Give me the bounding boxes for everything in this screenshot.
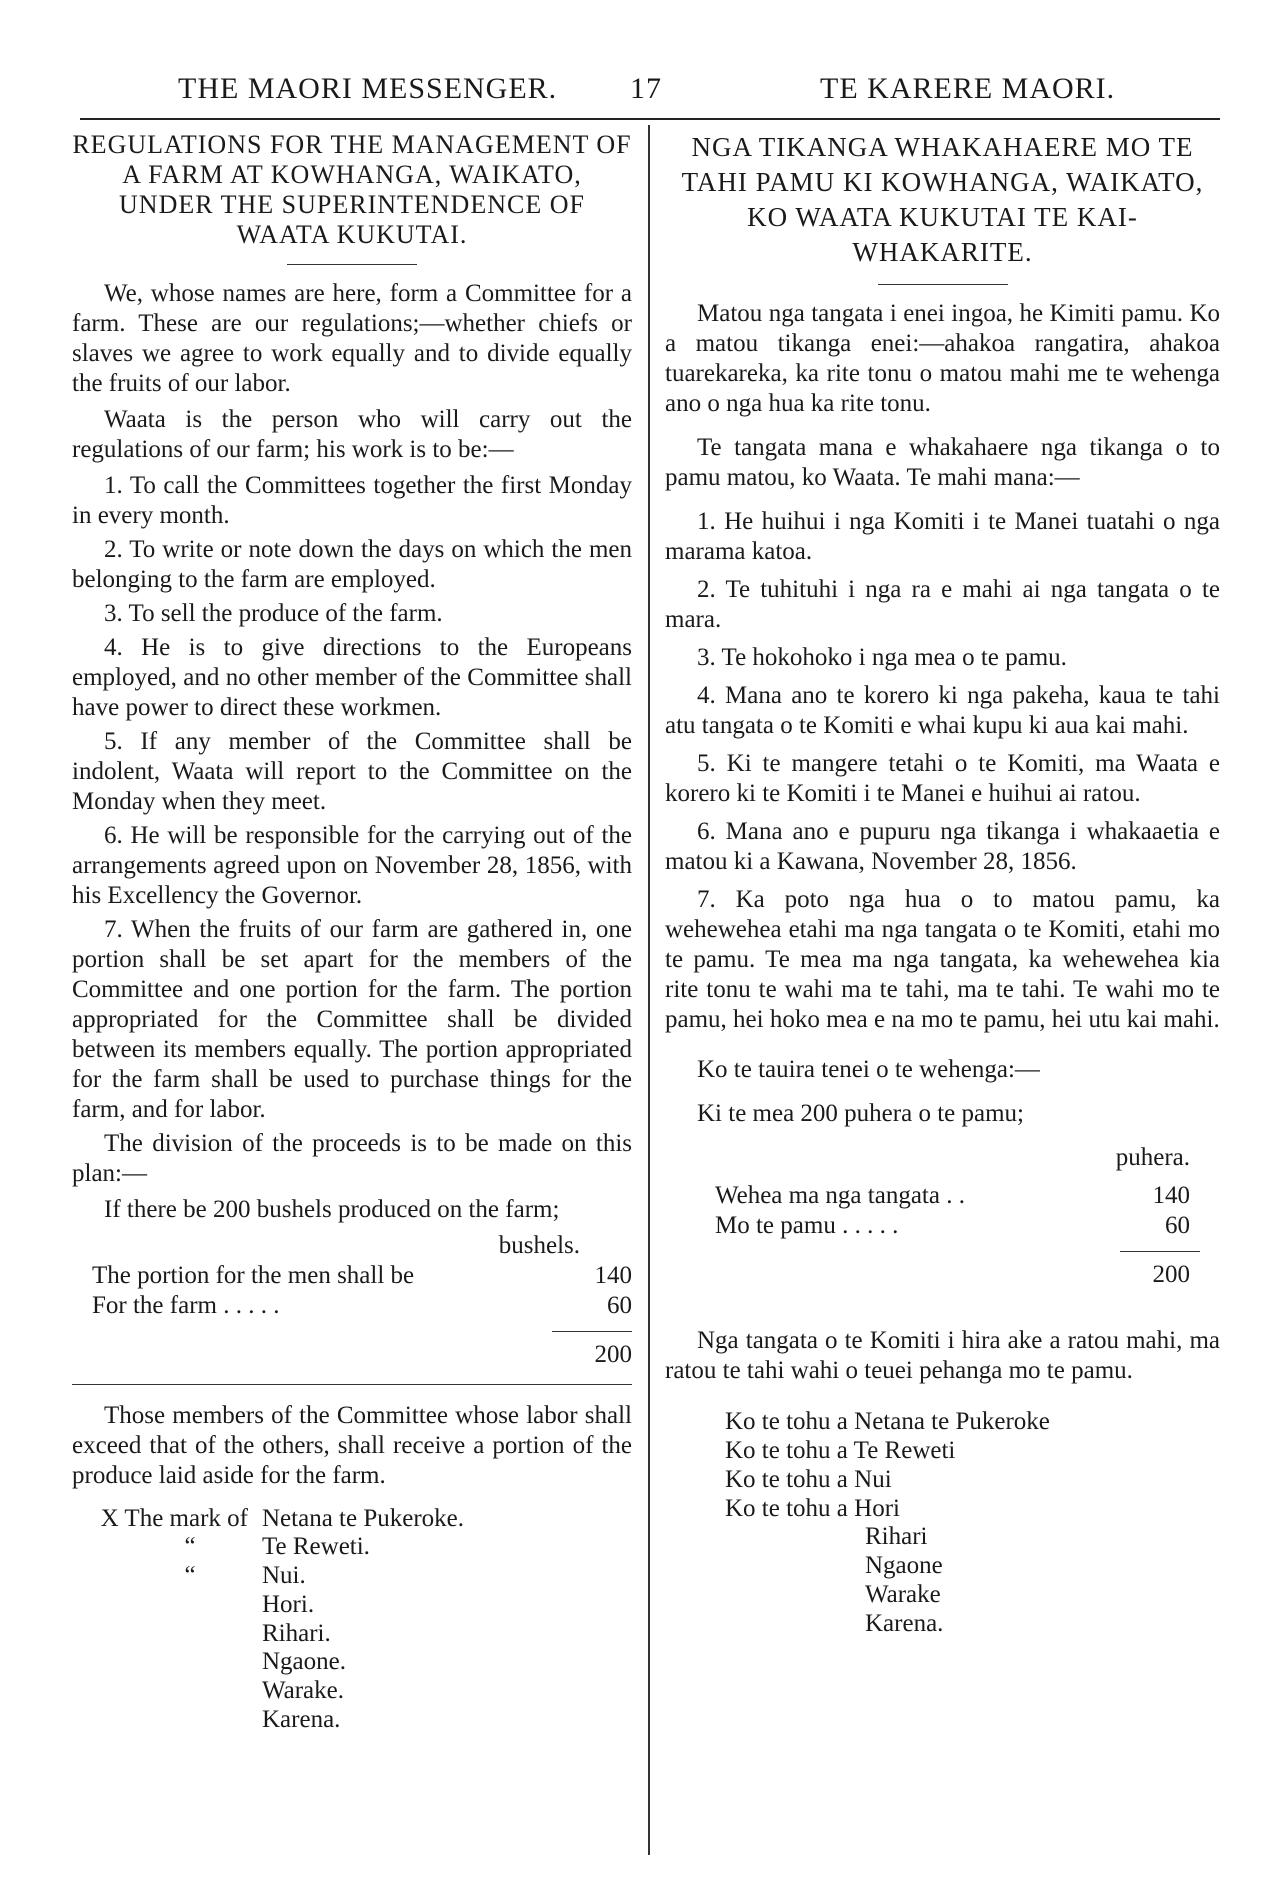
table-row [665,1211,1220,1241]
english-example-intro: If there be 200 bushels produced on the farm; [104,1195,560,1223]
page-number: 17 [630,72,662,105]
row-label: Mo te pamu . . . . . [715,1212,899,1240]
table-row [665,1181,1220,1211]
ditto-mark: “ [184,1562,196,1590]
masthead-english: THE MAORI MESSENGER. [178,72,558,105]
english-regulation-item: 2. To write or note down the days on which the men belonging to the farm are employed. [72,535,632,593]
row-value: 60 [607,1291,632,1319]
signatory-name: Te Reweti. [262,1533,370,1561]
mark-spacer [72,1706,262,1735]
english-division-table [72,1261,632,1321]
total-rule [552,1331,632,1332]
signatory-row [72,1648,632,1677]
english-division-intro: The division of the proceeds is to be made on this plan:— [72,1129,632,1187]
maori-regulation-item: 5. Ki te mangere tetahi o te Komiti, ma Waata e korero ki te Komiti i te Manei e huihui ai ratou. [665,750,1220,808]
english-regulation-item: 7. When the fruits of our farm are gathered in, one portion shall be set apart for the members of the Committee and one portion for the farm. The portion appropriated for the Committee shall be divided between its members equally. The portion appropriated for the farm shall be used to purchase things for the farm, and for labor. [72,915,632,1123]
signatory-name: Netana te Pukeroke. [262,1504,465,1532]
signatory-line: Ko te tohu a Te Reweti [725,1437,956,1465]
maori-article-title: NGA TIKANGA WHAKAHAERE MO TE TAHI PAMU KI KOWHANGA, WAIKATO, KO WAATA KUKUTAI TE KAI-WHAKARITE. [681,132,1204,268]
signatory-name: Warake. [262,1677,344,1705]
mark-spacer [72,1677,262,1706]
signatory-line: Ko te tohu a Nui [725,1465,892,1493]
header-rule [80,118,1220,120]
english-closing: Those members of the Committee whose labor shall exceed that of the others, shall receive a portion of the produce laid aside for the farm. [72,1401,632,1489]
signatory-name: Karena. [865,1609,944,1637]
maori-paragraph: Te tangata mana e whakahaere nga tikanga o to pamu matou, ko Waata. Te mahi mana:— [665,434,1220,492]
maori-regulation-item: 6. Mana ano e pupuru nga tikanga i whakaaetia e matou ki a Kawana, November 28, 1856. [665,818,1220,876]
signatory-line: Ko te tohu a Hori [725,1494,900,1522]
signatory-name: Ngaone [865,1552,943,1580]
row-value: 140 [1152,1182,1190,1210]
mark-prefix: X The mark of [100,1504,248,1532]
signatory-row [72,1677,632,1706]
english-regulation-item: 1. To call the Committees together the first Monday in every month. [72,471,632,529]
masthead-maori: TE KARERE MAORI. [820,72,1116,105]
title-rule [878,284,1008,285]
signatory-row [72,1706,632,1735]
section-rule [72,1384,632,1385]
english-regulation-item: 5. If any member of the Committee shall be indolent, Waata will report to the Committee on the Monday when they meet. [72,727,632,815]
maori-division-table [665,1181,1220,1241]
mark-spacer [72,1648,262,1677]
english-regulation-item: 3. To sell the produce of the farm. [104,599,443,627]
mark-spacer [72,1591,262,1620]
title-rule [287,264,417,265]
english-signatories [72,1505,632,1735]
maori-unit-label: puhera. [1115,1144,1190,1172]
english-regulation-item: 6. He will be responsible for the carrying out of the arrangements agreed upon on November 28, 1856, with his Excellency the Governor. [72,821,632,909]
signatory-row [72,1562,632,1591]
signatory-row [72,1620,632,1649]
maori-division-intro: Ko te tauira tenei o te wehenga:— [697,1056,1040,1084]
maori-regulation-item: 3. Te hokohoko i nga mea o te pamu. [697,644,1067,672]
table-row [72,1261,632,1291]
mark-spacer [72,1620,262,1649]
row-label: Wehea ma nga tangata . . [715,1182,965,1210]
english-article-title: REGULATIONS FOR THE MANAGEMENT OF A FARM AT KOWHANGA, WAIKATO, UNDER THE SUPERINTENDENCE OF WAATA KUKUTAI. [72,130,632,249]
row-value: 140 [594,1261,632,1289]
row-value: 60 [1165,1212,1190,1240]
column-divider [648,125,650,1855]
signatory-name: Karena. [262,1705,341,1733]
maori-example-intro: Ki te mea 200 puhera o te pamu; [697,1100,1024,1128]
total-rule [1120,1251,1200,1252]
maori-regulation-item: 2. Te tuhituhi i nga ra e mahi ai nga tangata o te mara. [665,576,1220,634]
maori-column [665,130,1220,1638]
signatory-line: Ko te tohu a Netana te Pukeroke [725,1408,1050,1436]
english-paragraph: Waata is the person who will carry out the regulations of our farm; his work is to be:— [72,405,632,463]
signatory-name: Warake [865,1580,941,1608]
signatory-row [72,1533,632,1562]
signatory-row [72,1591,632,1620]
english-unit-label: bushels. [498,1231,580,1259]
signatory-name: Nui. [262,1562,306,1590]
signatory-name: Rihari. [262,1619,331,1647]
row-label: The portion for the men shall be [92,1261,415,1289]
maori-total: 200 [1152,1261,1190,1289]
table-row [72,1291,632,1321]
maori-regulation-item: 1. He huihui i nga Komiti i te Manei tuatahi o nga marama katoa. [665,508,1220,566]
maori-paragraph: Matou nga tangata i enei ingoa, he Kimiti pamu. Ko a matou tikanga enei:—ahakoa rangatira, ahakoa tuarekareka, ka rite tonu o matou mahi me te wehenga ano o nga hua ka rite tonu. [665,300,1220,418]
english-paragraph: We, whose names are here, form a Committee for a farm. These are our regulations;—whether chiefs or slaves we agree to work equally and to divide equally the fruits of our labor. [72,279,632,397]
signatory-name: Ngaone. [262,1648,346,1676]
maori-closing: Nga tangata o te Komiti i hira ake a ratou mahi, ma ratou te tahi wahi o teuei pehanga mo te pamu. [665,1327,1220,1385]
english-regulation-item: 4. He is to give directions to the Europeans employed, and no other member of the Committee shall have power to direct these workmen. [72,633,632,721]
signatory-name: Hori. [262,1590,315,1618]
maori-signatories [665,1408,1220,1638]
english-total: 200 [594,1340,632,1368]
maori-regulation-item: 4. Mana ano te korero ki nga pakeha, kaua te tahi atu tangata o te Komiti e whai kupu ki aua kai mahi. [665,682,1220,740]
english-column [72,130,632,1735]
row-label: For the farm . . . . . [92,1291,280,1319]
maori-regulation-item: 7. Ka poto nga hua o to matou pamu, ka wehewehea etahi ma nga tangata o te Komiti, etahi mo te pamu. Te mea ma nga tangata, ka wehewehea kia rite tonu te wahi ma te tahi, ma te tahi. Te wahi mo te pamu, hei hoko mea e na mo te pamu, hei utu kai mahi. [665,886,1220,1034]
signatory-row [72,1505,632,1534]
signatory-name: Rihari [865,1523,928,1551]
ditto-mark: “ [184,1533,196,1561]
